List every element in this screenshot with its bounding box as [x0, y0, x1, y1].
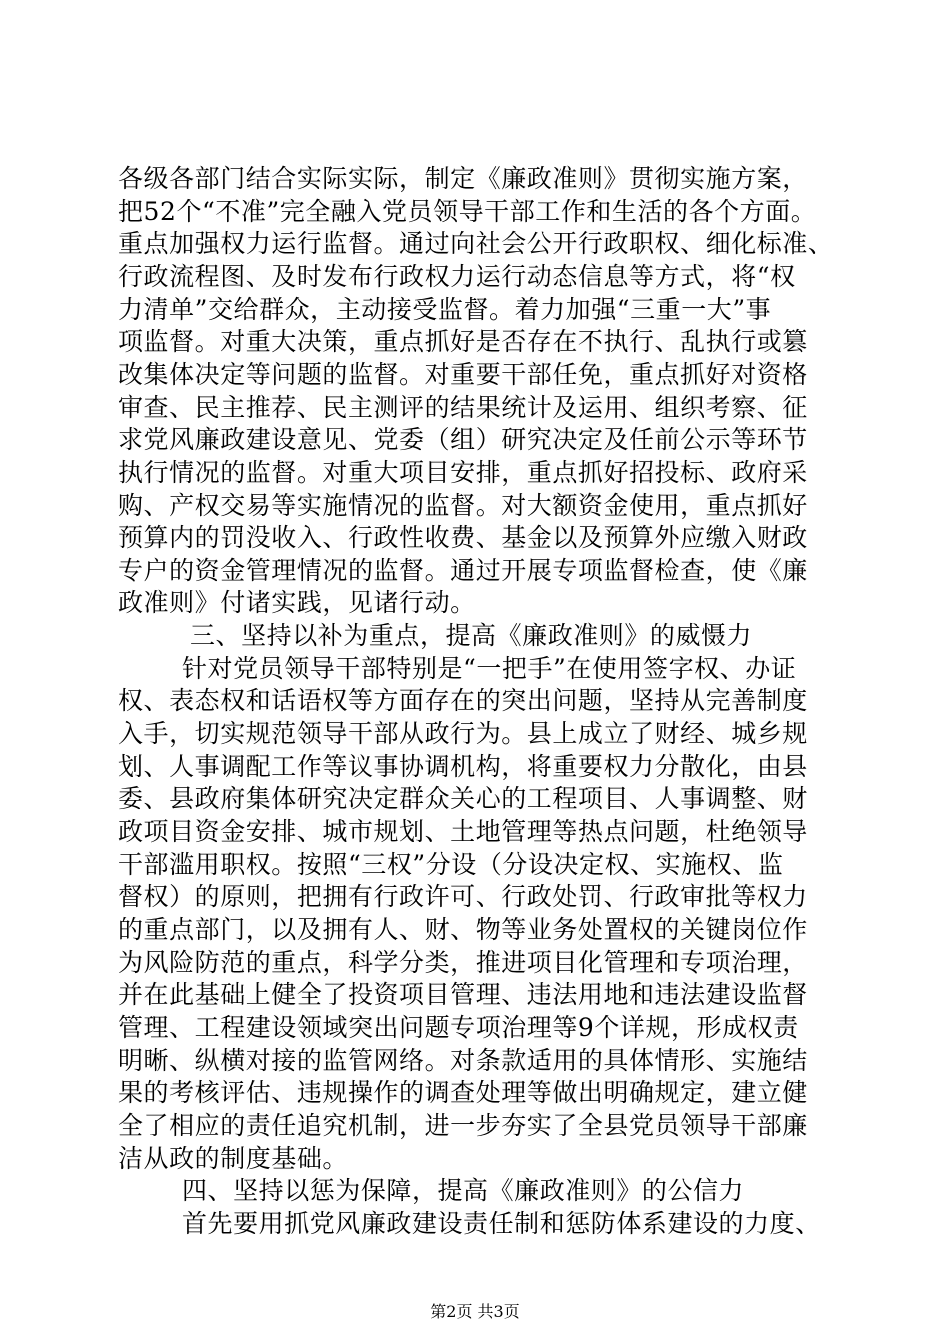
text-line: 购、产权交易等实施情况的监督。对大额资金使用，重点抓好 — [118, 491, 808, 520]
text-line: 明晰、纵横对接的监管网络。对条款适用的具体情形、实施结 — [118, 1046, 808, 1075]
text-line: 督权）的原则，把拥有行政许可、行政处罚、行政审批等权力 — [118, 882, 808, 911]
text-line: 四、坚持以惩为保障，提高《廉政准则》的公信力 — [182, 1176, 745, 1205]
text-line: 划、人事调配工作等议事协调机构，将重要权力分散化，由县 — [118, 752, 808, 781]
text-line: 管理、工程建设领域突出问题专项治理等9个详规，形成权责 — [118, 1013, 799, 1042]
text-line: 改集体决定等问题的监督。对重要干部任免，重点抓好对资格 — [118, 360, 808, 389]
text-line: 三、坚持以补为重点，提高《廉政准则》的威慑力 — [190, 621, 753, 650]
text-line: 入手，切实规范领导干部从政行为。县上成立了财经、城乡规 — [118, 719, 808, 748]
text-line: 专户的资金管理情况的监督。通过开展专项监督检查，使《廉 — [118, 556, 808, 585]
text-line: 把52个“不准”完全融入党员领导干部工作和生活的各个方面。 — [118, 197, 817, 226]
text-line: 执行情况的监督。对重大项目安排，重点抓好招投标、政府采 — [118, 458, 808, 487]
text-line: 预算内的罚没收入、行政性收费、基金以及预算外应缴入财政 — [118, 523, 808, 552]
text-line: 并在此基础上健全了投资项目管理、违法用地和违法建设监督 — [118, 980, 808, 1009]
text-line: 政项目资金安排、城市规划、土地管理等热点问题，杜绝领导 — [118, 817, 808, 846]
page-footer: 第2页 共3页 — [430, 1302, 520, 1321]
text-line: 首先要用抓党风廉政建设责任制和惩防体系建设的力度、 — [182, 1209, 821, 1238]
text-line: 针对党员领导干部特别是“一把手”在使用签字权、办证 — [182, 654, 797, 683]
text-line: 委、县政府集体研究决定群众关心的工程项目、人事调整、财 — [118, 784, 808, 813]
text-line: 求党风廉政建设意见、党委（组）研究决定及任前公示等环节 — [118, 425, 808, 454]
text-line: 全了相应的责任追究机制，进一步夯实了全县党员领导干部廉 — [118, 1111, 808, 1140]
text-line: 干部滥用职权。按照“三权”分设（分设决定权、实施权、监 — [118, 850, 784, 879]
text-line: 的重点部门，以及拥有人、财、物等业务处置权的关键岗位作 — [118, 915, 808, 944]
text-line: 洁从政的制度基础。 — [118, 1144, 348, 1173]
text-line: 重点加强权力运行监督。通过向社会公开行政职权、细化标准、 — [118, 229, 834, 258]
text-line: 为风险防范的重点，科学分类，推进项目化管理和专项治理， — [118, 948, 808, 977]
text-line: 行政流程图、及时发布行政权力运行动态信息等方式，将“权 — [118, 262, 796, 291]
text-line: 审查、民主推荐、民主测评的结果统计及运用、组织考察、征 — [118, 393, 808, 422]
text-line: 项监督。对重大决策，重点抓好是否存在不执行、乱执行或篡 — [118, 327, 808, 356]
text-line: 权、表态权和话语权等方面存在的突出问题，坚持从完善制度 — [118, 686, 808, 715]
text-line: 各级各部门结合实际实际，制定《廉政准则》贯彻实施方案， — [118, 164, 808, 193]
text-line: 力清单”交给群众，主动接受监督。着力加强“三重一大”事 — [118, 295, 772, 324]
text-line: 政准则》付诸实践，见诸行动。 — [118, 588, 476, 617]
text-line: 果的考核评估、违规操作的调查处理等做出明确规定，建立健 — [118, 1078, 808, 1107]
